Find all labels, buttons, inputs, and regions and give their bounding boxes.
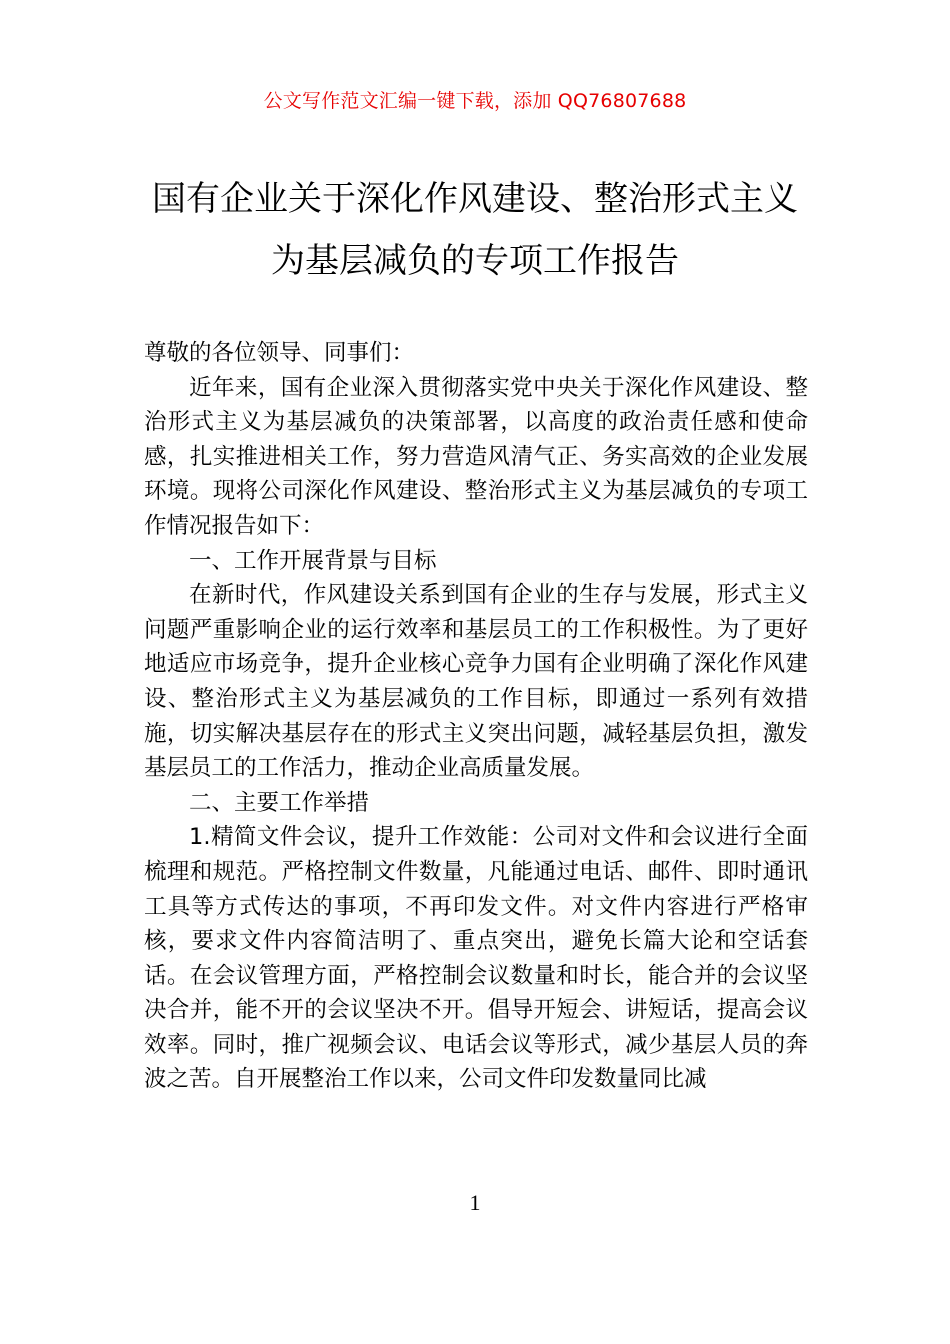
page-number: 1 bbox=[469, 1190, 481, 1215]
salutation: 尊敬的各位领导、同事们： bbox=[144, 340, 415, 366]
paragraph-intro: 近年来，国有企业深入贯彻落实党中央关于深化作风建设、整治形式主义为基层减负的决策部署，以高度的政治责任感和使命感，扎实推进相关工作，努力营造风清气正、务实高效的企业发展环境。现将公司深化作风建设、整治形式主义为基层减负的专项工作情况报告如下： bbox=[144, 374, 808, 539]
header-note: 公文写作范文汇编一键下载，添加 QQ76807688 bbox=[263, 90, 687, 112]
paragraph-measure-1: 1.精简文件会议，提升工作效能：公司对文件和会议进行全面梳理和规范。严格控制文件数量，凡能通过电话、邮件、即时通讯工具等方式传达的事项，不再印发文件。对文件内容进行严格审核，要求文件内容简洁明了、重点突出，避免长篇大论和空话套话。在会议管理方面，严格控制会议数量和时长，能合并的会议坚决合并，能不开的会议坚决不开。倡导开短会、讲短话，提高会议效率。同时，推广视频会议、电话会议等形式，减少基层人员的奔波之苦。自开展整治工作以来，公司文件印发数量同比减 bbox=[144, 824, 808, 1093]
document-title: 国有企业关于深化作风建设、整治形式主义为基层减负的专项工作报告 bbox=[152, 179, 798, 281]
section-heading-1: 一、工作开展背景与目标 bbox=[189, 547, 437, 574]
paragraph-background: 在新时代，作风建设关系到国有企业的生存与发展，形式主义问题严重影响企业的运行效率和基层员工的工作积极性。为了更好地适应市场竞争，提升企业核心竞争力国有企业明确了深化作风建设、整治形式主义为基层减负的工作目标，即通过一系列有效措施，切实解决基层存在的形式主义突出问题，减轻基层负担，激发基层员工的工作活力，推动企业高质量发展。 bbox=[144, 582, 808, 782]
document-body bbox=[144, 336, 808, 1097]
section-heading-2: 二、主要工作举措 bbox=[189, 789, 370, 816]
